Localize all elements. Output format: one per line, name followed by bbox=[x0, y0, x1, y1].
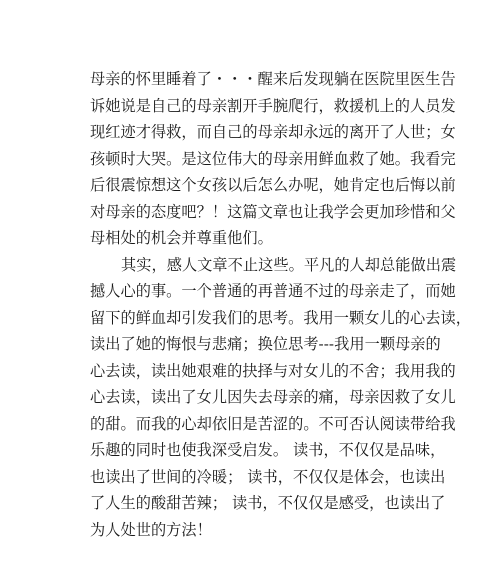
text-line: 也读出了世间的冷暖； 读书，不仅仅是体会，也读出 bbox=[90, 467, 446, 486]
text-line: 读出了她的悔恨与悲痛；换位思考---我用一颗母亲的 bbox=[90, 335, 441, 353]
text-line: 对母亲的态度吧？！这篇文章也让我学会更加珍惜和父 bbox=[90, 202, 456, 221]
text-line-paragraph-start: 其实，感人文章不止这些。平凡的人却总能做出震 bbox=[121, 255, 457, 274]
text-line: 乐趣的同时也使我深受启发。 读书，不仅仅是品味， bbox=[90, 441, 446, 459]
text-line: 诉她说是自己的母亲割开手腕爬行，救援机上的人员发 bbox=[90, 96, 456, 115]
text-line: 的甜。而我的心却依旧是苦涩的。不可否认阅读带给我 bbox=[90, 414, 456, 433]
text-line: 心去读，读出了女儿因失去母亲的痛，母亲因救了女儿 bbox=[90, 388, 456, 406]
text-line: 母相处的机会并尊重他们。 bbox=[90, 229, 273, 247]
text-line: 心去读，读出她艰难的抉择与对女儿的不舍；我用我的 bbox=[90, 361, 456, 380]
text-line: 为人处世的方法！ bbox=[90, 520, 212, 539]
text-line: 撼人心的事。一个普通的再普通不过的母亲走了，而她 bbox=[90, 282, 456, 300]
text-line: 孩顿时大哭。是这位伟大的母亲用鲜血救了她。我看完 bbox=[90, 149, 456, 168]
text-line: 留下的鲜血却引发我们的思考。我用一颗女儿的心去读， bbox=[90, 308, 471, 327]
text-line: 了人生的酸甜苦辣； 读书，不仅仅是感受，也读出了 bbox=[90, 494, 446, 512]
text-line: 后很震惊想这个女孩以后怎么办呢，她肯定也后悔以前 bbox=[90, 176, 456, 194]
text-line: 现红迹才得救，而自己的母亲却永远的离开了人世；女 bbox=[90, 123, 456, 141]
text-line: 母亲的怀里睡着了・・・醒来后发现躺在医院里医生告 bbox=[90, 70, 456, 88]
document-body bbox=[90, 66, 471, 543]
